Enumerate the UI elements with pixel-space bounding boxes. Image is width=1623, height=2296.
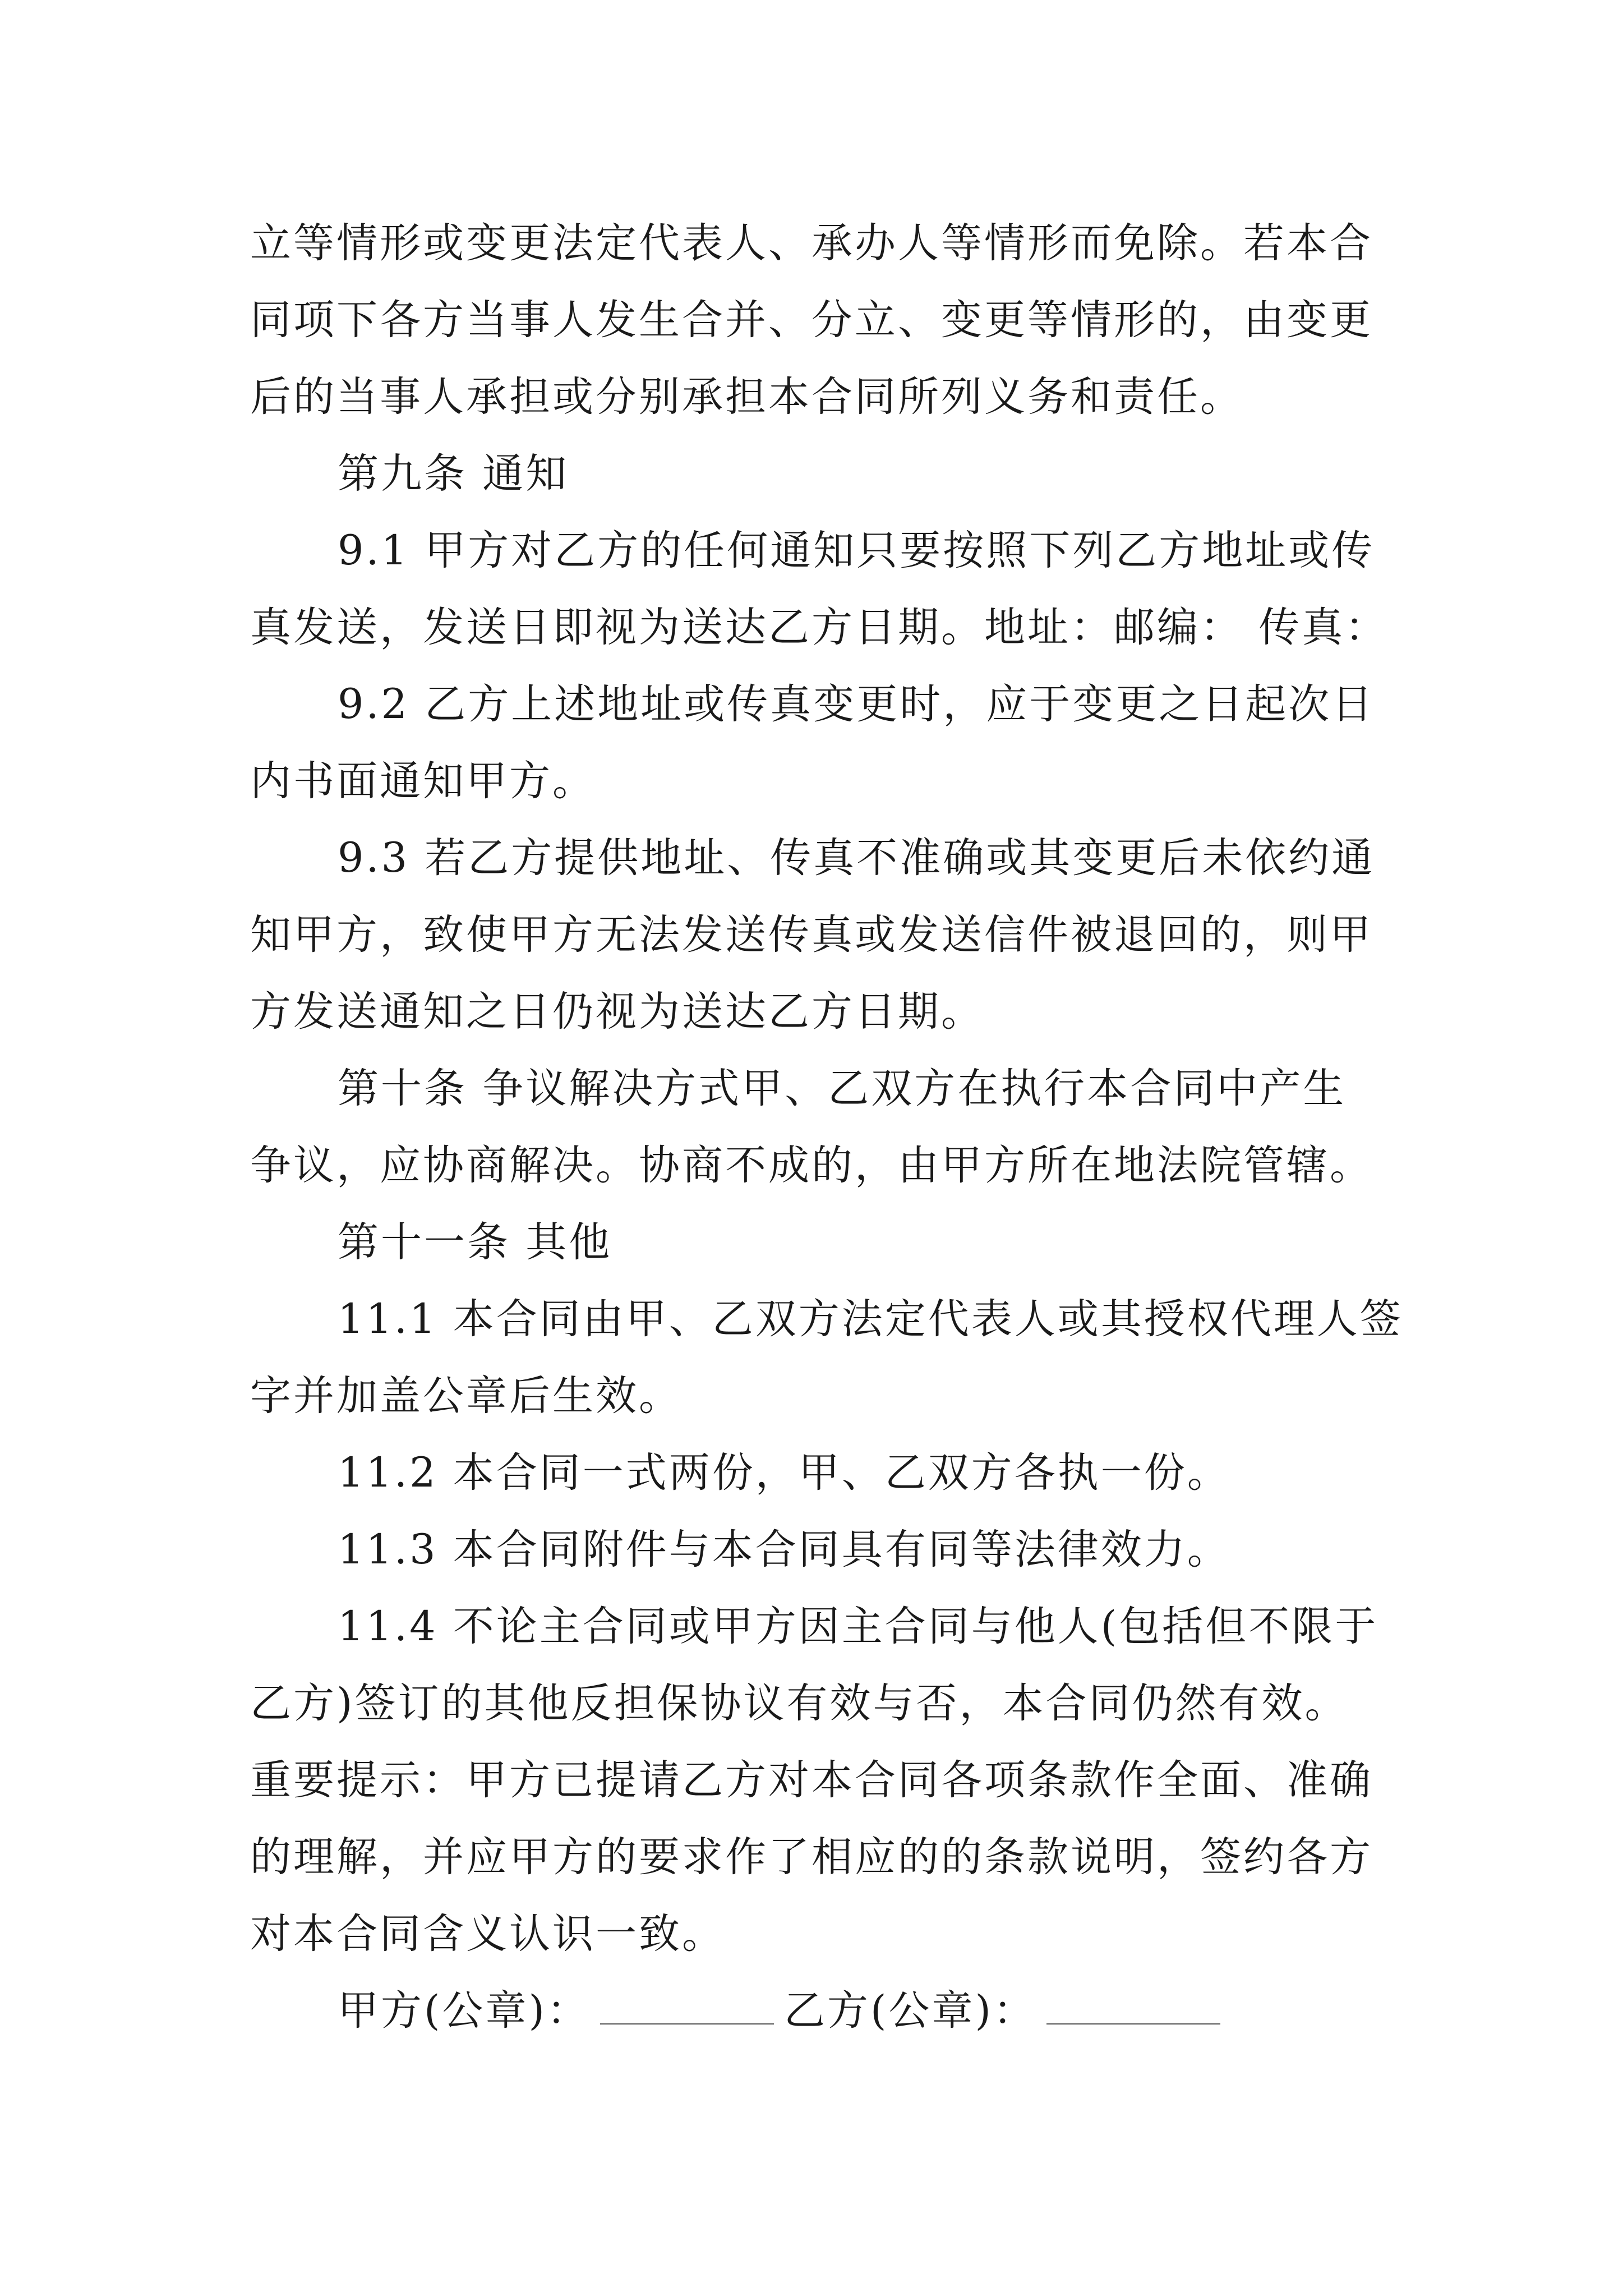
section-heading: 第十一条 其他	[338, 1218, 612, 1266]
clause-line: 11.3 本合同附件与本合同具有同等法律效力。	[338, 1526, 1230, 1573]
text-line: 同项下各方当事人发生合并、分立、变更等情形的，由变更	[250, 296, 1373, 344]
text-line: 争议，应协商解决。协商不成的，由甲方所在地法院管辖。	[250, 1142, 1373, 1189]
text-line: 真发送，发送日即视为送达乙方日期。地址：邮编： 传真：	[250, 604, 1389, 651]
text-line: 对本合同含义认识一致。	[250, 1910, 725, 1958]
document-body	[250, 205, 1403, 2049]
clause-line: 9.2 乙方上述地址或传真变更时，应于变更之日起次日	[338, 680, 1375, 728]
clause-line: 9.1 甲方对乙方的任何通知只要按照下列乙方地址或传	[338, 527, 1375, 574]
text-line: 方发送通知之日仍视为送达乙方日期。	[250, 988, 984, 1036]
clause-line: 11.2 本合同一式两份，甲、乙双方各执一份。	[338, 1449, 1230, 1497]
text-line: 的理解，并应甲方的要求作了相应的的条款说明，签约各方	[250, 1833, 1373, 1881]
clause-line: 9.3 若乙方提供地址、传真不准确或其变更后未依约通	[338, 834, 1375, 882]
text-line: 后的当事人承担或分别承担本合同所列义务和责任。	[250, 373, 1243, 421]
party-b-seal-label: 乙方(公章)：	[783, 1987, 1036, 2035]
section-heading: 第十条 争议解决方式甲、乙双方在执行本合同中产生	[338, 1065, 1347, 1112]
party-a-signature-blank	[600, 1990, 774, 2024]
important-notice-line: 重要提示：甲方已提请乙方对本合同各项条款作全面、准确	[250, 1756, 1373, 1804]
party-a-seal-label: 甲方(公章)：	[338, 1987, 590, 2035]
text-line: 立等情形或变更法定代表人、承办人等情形而免除。若本合	[250, 219, 1373, 267]
text-line: 知甲方，致使甲方无法发送传真或发送信件被退回的，则甲	[250, 911, 1373, 959]
text-line: 乙方)签订的其他反担保协议有效与否，本合同仍然有效。	[250, 1680, 1348, 1727]
clause-line: 11.1 本合同由甲、乙双方法定代表人或其授权代理人签	[338, 1295, 1403, 1343]
section-heading: 第九条 通知	[338, 450, 569, 498]
text-line: 字并加盖公章后生效。	[250, 1372, 682, 1420]
text-line: 内书面通知甲方。	[250, 757, 596, 805]
signature-row	[250, 1972, 1394, 2049]
party-b-signature-blank	[1046, 1990, 1220, 2024]
clause-line: 11.4 不论主合同或甲方因主合同与他人(包括但不限于	[338, 1603, 1378, 1650]
